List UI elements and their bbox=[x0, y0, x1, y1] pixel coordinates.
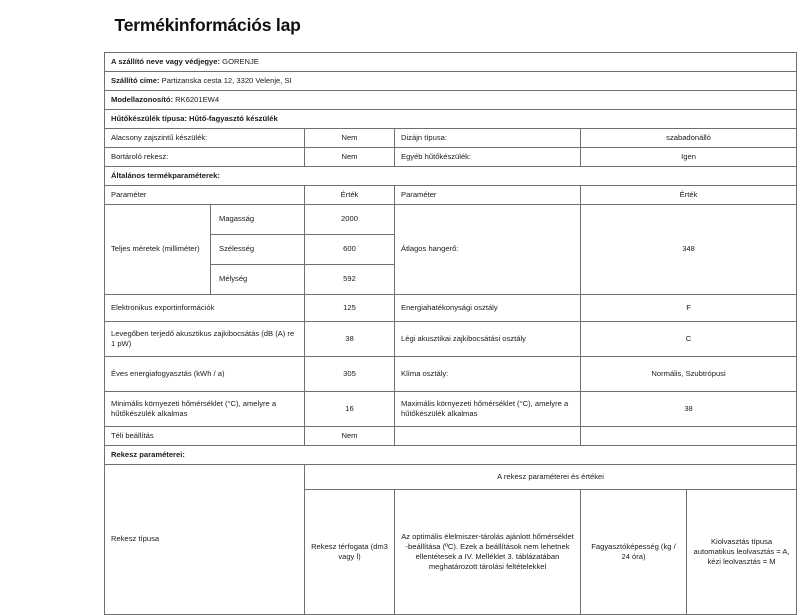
model-value: RK6201EW4 bbox=[175, 94, 220, 104]
export-info-value: 125 bbox=[305, 295, 395, 322]
winter-setting-row bbox=[105, 427, 797, 446]
overall-dimensions-label: Teljes méretek (milliméter) bbox=[105, 205, 211, 295]
export-info-label: Elektronikus exportinformációk bbox=[105, 295, 305, 322]
energy-class-label: Energiahatékonysági osztály bbox=[395, 295, 581, 322]
product-information-sheet bbox=[104, 0, 796, 615]
optimal-temperature-header: Az optimális élelmiszer-tárolás ajánlott hőmérséklet -beállítása (ºC). Ezek a beállítások nem lehetnek ellentétesek a IV. Melléklet 3. táblázatában meghatározott tárolási feltételekkel bbox=[395, 490, 581, 615]
supplier-address-value: Partizanska cesta 12, 3320 Velenje, SI bbox=[161, 75, 292, 85]
param-row-3 bbox=[105, 392, 797, 427]
dimension-value-height: 2000 bbox=[305, 205, 395, 235]
design-type-value: szabadonálló bbox=[581, 129, 797, 148]
supplier-address-label: Szállító címe: bbox=[111, 75, 160, 85]
climate-class-label: Klíma osztály: bbox=[395, 357, 581, 392]
supplier-name-row bbox=[105, 53, 797, 72]
other-appliance-label: Egyéb hűtőkészülék: bbox=[395, 148, 581, 167]
appliance-type-cell: Hűtőkészülék típusa: Hűtő-fagyasztó készülék bbox=[105, 110, 797, 129]
parameter-header-left: Paraméter bbox=[105, 186, 305, 205]
winter-setting-value: Nem bbox=[305, 427, 395, 446]
param-header-row bbox=[105, 186, 797, 205]
compartment-heading-row bbox=[105, 446, 797, 465]
annual-energy-label: Éves energiafogyasztás (kWh / a) bbox=[105, 357, 305, 392]
supplier-address-row bbox=[105, 72, 797, 91]
compartment-span-header: A rekesz paraméterei és értékei bbox=[305, 465, 797, 490]
dimension-name-height: Magasság bbox=[211, 205, 305, 235]
param-row-2 bbox=[105, 357, 797, 392]
winter-setting-empty-label bbox=[395, 427, 581, 446]
param-row-1 bbox=[105, 322, 797, 357]
param-row-0 bbox=[105, 295, 797, 322]
supplier-name-value: GORENJE bbox=[222, 56, 259, 66]
average-noise-label: Átlagos hangerő: bbox=[395, 205, 581, 295]
annual-energy-value: 305 bbox=[305, 357, 395, 392]
general-params-heading: Általános termékparaméterek: bbox=[105, 167, 797, 186]
min-ambient-temp-label: Minimális környezeti hőmérséklet (°C), amelyre a hűtőkészülék alkalmas bbox=[105, 392, 305, 427]
winter-setting-label: Téli beállítás bbox=[105, 427, 305, 446]
value-header-left: Érték bbox=[305, 186, 395, 205]
spec-table bbox=[104, 0, 797, 615]
energy-class-value: F bbox=[581, 295, 797, 322]
max-ambient-temp-value: 38 bbox=[581, 392, 797, 427]
compartment-type-header: Rekesz típusa bbox=[105, 465, 305, 615]
appliance-type-row bbox=[105, 110, 797, 129]
general-params-heading-row bbox=[105, 167, 797, 186]
dimension-value-width: 600 bbox=[305, 235, 395, 265]
other-appliance-value: Igen bbox=[581, 148, 797, 167]
wine-compartment-value: Nem bbox=[305, 148, 395, 167]
page-title: Termékinformációs lap bbox=[114, 15, 301, 36]
dimension-row-height bbox=[105, 205, 797, 235]
airborne-noise-value: 38 bbox=[305, 322, 395, 357]
parameter-header-right: Paraméter bbox=[395, 186, 581, 205]
average-noise-value: 348 bbox=[581, 205, 797, 295]
dimension-value-depth: 592 bbox=[305, 265, 395, 295]
supplier-name-cell bbox=[105, 53, 797, 72]
model-row bbox=[105, 91, 797, 110]
design-type-label: Dizájn típusa: bbox=[395, 129, 581, 148]
compartment-volume-header: Rekesz térfogata (dm3 vagy l) bbox=[305, 490, 395, 615]
value-header-right: Érték bbox=[581, 186, 797, 205]
dimension-name-depth: Mélység bbox=[211, 265, 305, 295]
noise-class-value: C bbox=[581, 322, 797, 357]
noise-class-label: Légi akusztikai zajkibocsátási osztály bbox=[395, 322, 581, 357]
climate-class-value: Normális, Szubtrópusi bbox=[581, 357, 797, 392]
max-ambient-temp-label: Maximális környezeti hőmérséklet (°C), amelyre a hűtőkészülék alkalmas bbox=[395, 392, 581, 427]
title-cell bbox=[105, 0, 797, 53]
airborne-noise-label: Levegőben terjedő akusztikus zajkibocsátás (dB (A) re 1 pW) bbox=[105, 322, 305, 357]
low-noise-label: Alacsony zajszintű készülék: bbox=[105, 129, 305, 148]
compartment-heading: Rekesz paraméterei: bbox=[105, 446, 797, 465]
winter-setting-empty-value bbox=[581, 427, 797, 446]
supplier-address-cell bbox=[105, 72, 797, 91]
quick-spec-row-0 bbox=[105, 129, 797, 148]
defrost-type-header: Kiolvasztás típusa automatikus leolvasztás = A, kézi leolvasztás = M bbox=[687, 490, 797, 615]
title-row bbox=[105, 0, 797, 53]
freezing-capacity-header: Fagyasztóképesség (kg / 24 óra) bbox=[581, 490, 687, 615]
low-noise-value: Nem bbox=[305, 129, 395, 148]
min-ambient-temp-value: 16 bbox=[305, 392, 395, 427]
wine-compartment-label: Bortároló rekesz: bbox=[105, 148, 305, 167]
supplier-name-label: A szállító neve vagy védjegye: bbox=[111, 56, 221, 66]
quick-spec-row-1 bbox=[105, 148, 797, 167]
compartment-span-header-row bbox=[105, 465, 797, 490]
model-label: Modellazonosító: bbox=[111, 94, 174, 104]
model-cell bbox=[105, 91, 797, 110]
dimension-name-width: Szélesség bbox=[211, 235, 305, 265]
